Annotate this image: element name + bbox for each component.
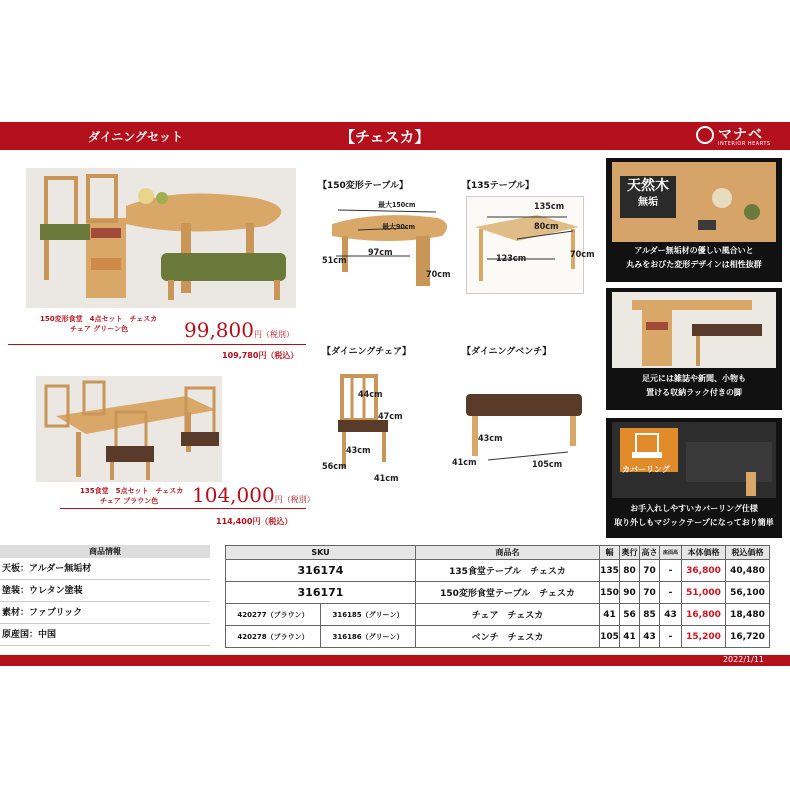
feature1-line2: 丸みをおびた変形デザインは相性抜群 <box>626 260 762 269</box>
header-bar <box>0 122 790 150</box>
spec-info <box>0 545 210 646</box>
set1-price-unit: 円（税別） <box>253 330 294 339</box>
width: 41 <box>600 604 620 626</box>
product-name: ベンチ チェスカ <box>416 626 600 648</box>
bench-depth: 41cm <box>452 458 477 468</box>
height-header: 高さ <box>640 546 660 560</box>
sku-green: 316186（グリーン） <box>321 626 416 648</box>
depth-header: 奥行 <box>620 546 640 560</box>
seat-height: - <box>660 560 682 582</box>
feature3-illustration <box>612 422 776 498</box>
table135-diagram <box>467 197 583 293</box>
spec-info-row: 天板：アルダー無垢材 <box>0 558 210 580</box>
table135-height: 70cm <box>570 250 595 260</box>
tax-price: 16,720 <box>726 626 770 648</box>
feature2-text <box>606 372 782 400</box>
height: 43 <box>640 626 660 648</box>
bench-width: 105cm <box>532 460 563 470</box>
tax-price: 18,480 <box>726 604 770 626</box>
spec-table <box>225 545 770 648</box>
chair-seat: 43cm <box>346 446 371 456</box>
spec-info-row: 塗装：ウレタン塗装 <box>0 580 210 602</box>
price: 16,800 <box>682 604 726 626</box>
table150-depth: 97cm <box>368 248 393 258</box>
table135-depth: 80cm <box>534 222 559 232</box>
feature1-line1: アルダー無垢材の優しい風合いと <box>634 246 754 255</box>
table135-width: 135cm <box>534 202 565 212</box>
price: 36,800 <box>682 560 726 582</box>
footer-bar <box>0 655 790 666</box>
price: 15,200 <box>682 626 726 648</box>
spec-info-row: 原産国：中国 <box>0 624 210 646</box>
logo-sub: INTERIOR HEARTS <box>718 141 771 147</box>
sku: 316171 <box>226 582 416 604</box>
feature2-box <box>606 288 782 410</box>
logo-name: マナベ <box>718 127 763 143</box>
table135-diagram-frame <box>466 196 584 294</box>
feature1-photo <box>612 162 776 242</box>
chair-back: 44cm <box>358 390 383 400</box>
height: 85 <box>640 604 660 626</box>
price: 51,000 <box>682 582 726 604</box>
seat-height: - <box>660 626 682 648</box>
price-header: 本体価格 <box>682 546 726 560</box>
feature3-photo <box>612 422 776 498</box>
chair-width: 56cm <box>322 462 347 472</box>
height: 70 <box>640 582 660 604</box>
brand-logo <box>696 124 788 148</box>
set1-caption <box>40 314 157 334</box>
feature1-badge-line1: 天然木 <box>627 178 669 194</box>
table135-label: 【135テーブル】 <box>462 181 534 191</box>
bench-diagram <box>458 378 588 468</box>
bench-label: 【ダイニングベンチ】 <box>462 347 552 357</box>
product-name: チェア チェスカ <box>416 604 600 626</box>
set1-caption-line2: チェア グリーン色 <box>70 325 129 333</box>
set1-caption-line1: 150変形食堂 4点セット チェスカ <box>40 315 158 323</box>
table-row <box>226 604 770 626</box>
sku: 316174 <box>226 560 416 582</box>
set2-photo <box>36 376 222 482</box>
product-name: 150変形食堂テーブル チェスカ <box>416 582 600 604</box>
table-row <box>226 582 770 604</box>
feature1-badge <box>620 176 676 218</box>
feature3-line1: お手入れしやすいカバーリング仕様 <box>630 504 758 513</box>
chair-label: 【ダイニングチェア】 <box>322 347 412 357</box>
depth: 80 <box>620 560 640 582</box>
feature2-photo <box>612 292 776 368</box>
feature1-badge-line2: 無垢 <box>638 197 658 208</box>
depth: 90 <box>620 582 640 604</box>
logo-mark-icon <box>696 126 714 144</box>
feature3-box <box>606 418 782 538</box>
set2-price-value: 104,000 <box>192 483 275 507</box>
set2-price-tax: 114,400円（税込） <box>216 517 293 526</box>
tax-price: 56,100 <box>726 582 770 604</box>
set1-price <box>184 318 294 342</box>
table-row <box>226 560 770 582</box>
table150-max-width: 最大150cm <box>378 201 416 209</box>
category-label: ダイニングセット <box>88 130 184 144</box>
set1-illustration <box>26 168 296 308</box>
tax-header: 税込価格 <box>726 546 770 560</box>
page-title: 【チェスカ】 <box>340 128 430 146</box>
sku-header: SKU <box>226 546 416 560</box>
set1-photo <box>26 168 296 308</box>
table-row <box>226 626 770 648</box>
table135-leg: 123cm <box>496 254 527 264</box>
footer-date: 2022/1/11 <box>722 655 764 664</box>
table150-max-depth: 最大90cm <box>382 223 416 231</box>
set2-price-rule <box>60 508 306 509</box>
table150-leg: 51cm <box>322 256 347 266</box>
chair-depth: 41cm <box>374 474 399 484</box>
feature2-illustration <box>612 292 776 368</box>
width: 150 <box>600 582 620 604</box>
depth: 56 <box>620 604 640 626</box>
feature1-box <box>606 158 782 282</box>
tax-price: 40,480 <box>726 560 770 582</box>
set2-caption-line1: 135食堂 5点セット チェスカ <box>80 487 184 495</box>
feature3-text <box>606 502 782 530</box>
depth: 41 <box>620 626 640 648</box>
spec-info-header: 商品情報 <box>0 545 210 558</box>
seat-height: - <box>660 582 682 604</box>
sku-green: 316185（グリーン） <box>321 604 416 626</box>
feature2-line2: 置ける収納ラック付きの脚 <box>646 388 742 397</box>
feature3-tag: カバーリング <box>622 465 670 474</box>
set1-price-rule <box>8 344 306 345</box>
bench-height: 43cm <box>478 434 503 444</box>
set2-price-unit: 円（税別） <box>274 495 315 504</box>
feature1-text <box>606 244 782 272</box>
spec-table-header <box>226 546 770 560</box>
set2-illustration <box>36 376 222 482</box>
sku-brown: 420278（ブラウン） <box>226 626 321 648</box>
spec-info-row: 素材：ファブリック <box>0 602 210 624</box>
width: 105 <box>600 626 620 648</box>
set2-caption <box>80 486 183 506</box>
width-header: 幅 <box>600 546 620 560</box>
seat-header: 座面高 <box>660 546 682 560</box>
feature3-line2: 取り外しもマジックテープになっており簡単 <box>614 518 774 527</box>
set2-caption-line2: チェア ブラウン色 <box>100 497 159 505</box>
sku-brown: 420277（ブラウン） <box>226 604 321 626</box>
width: 135 <box>600 560 620 582</box>
chair-height: 47cm <box>378 412 403 422</box>
name-header: 商品名 <box>416 546 600 560</box>
set1-price-tax: 109,780円（税込） <box>222 351 299 360</box>
feature2-line1: 足元には雑誌や新聞、小物も <box>642 374 746 383</box>
height: 70 <box>640 560 660 582</box>
product-name: 135食堂テーブル チェスカ <box>416 560 600 582</box>
table150-label: 【150変形テーブル】 <box>318 181 408 191</box>
table150-height: 70cm <box>426 270 451 280</box>
set2-price <box>192 483 315 507</box>
seat-height: 43 <box>660 604 682 626</box>
set1-price-value: 99,800 <box>184 318 254 342</box>
